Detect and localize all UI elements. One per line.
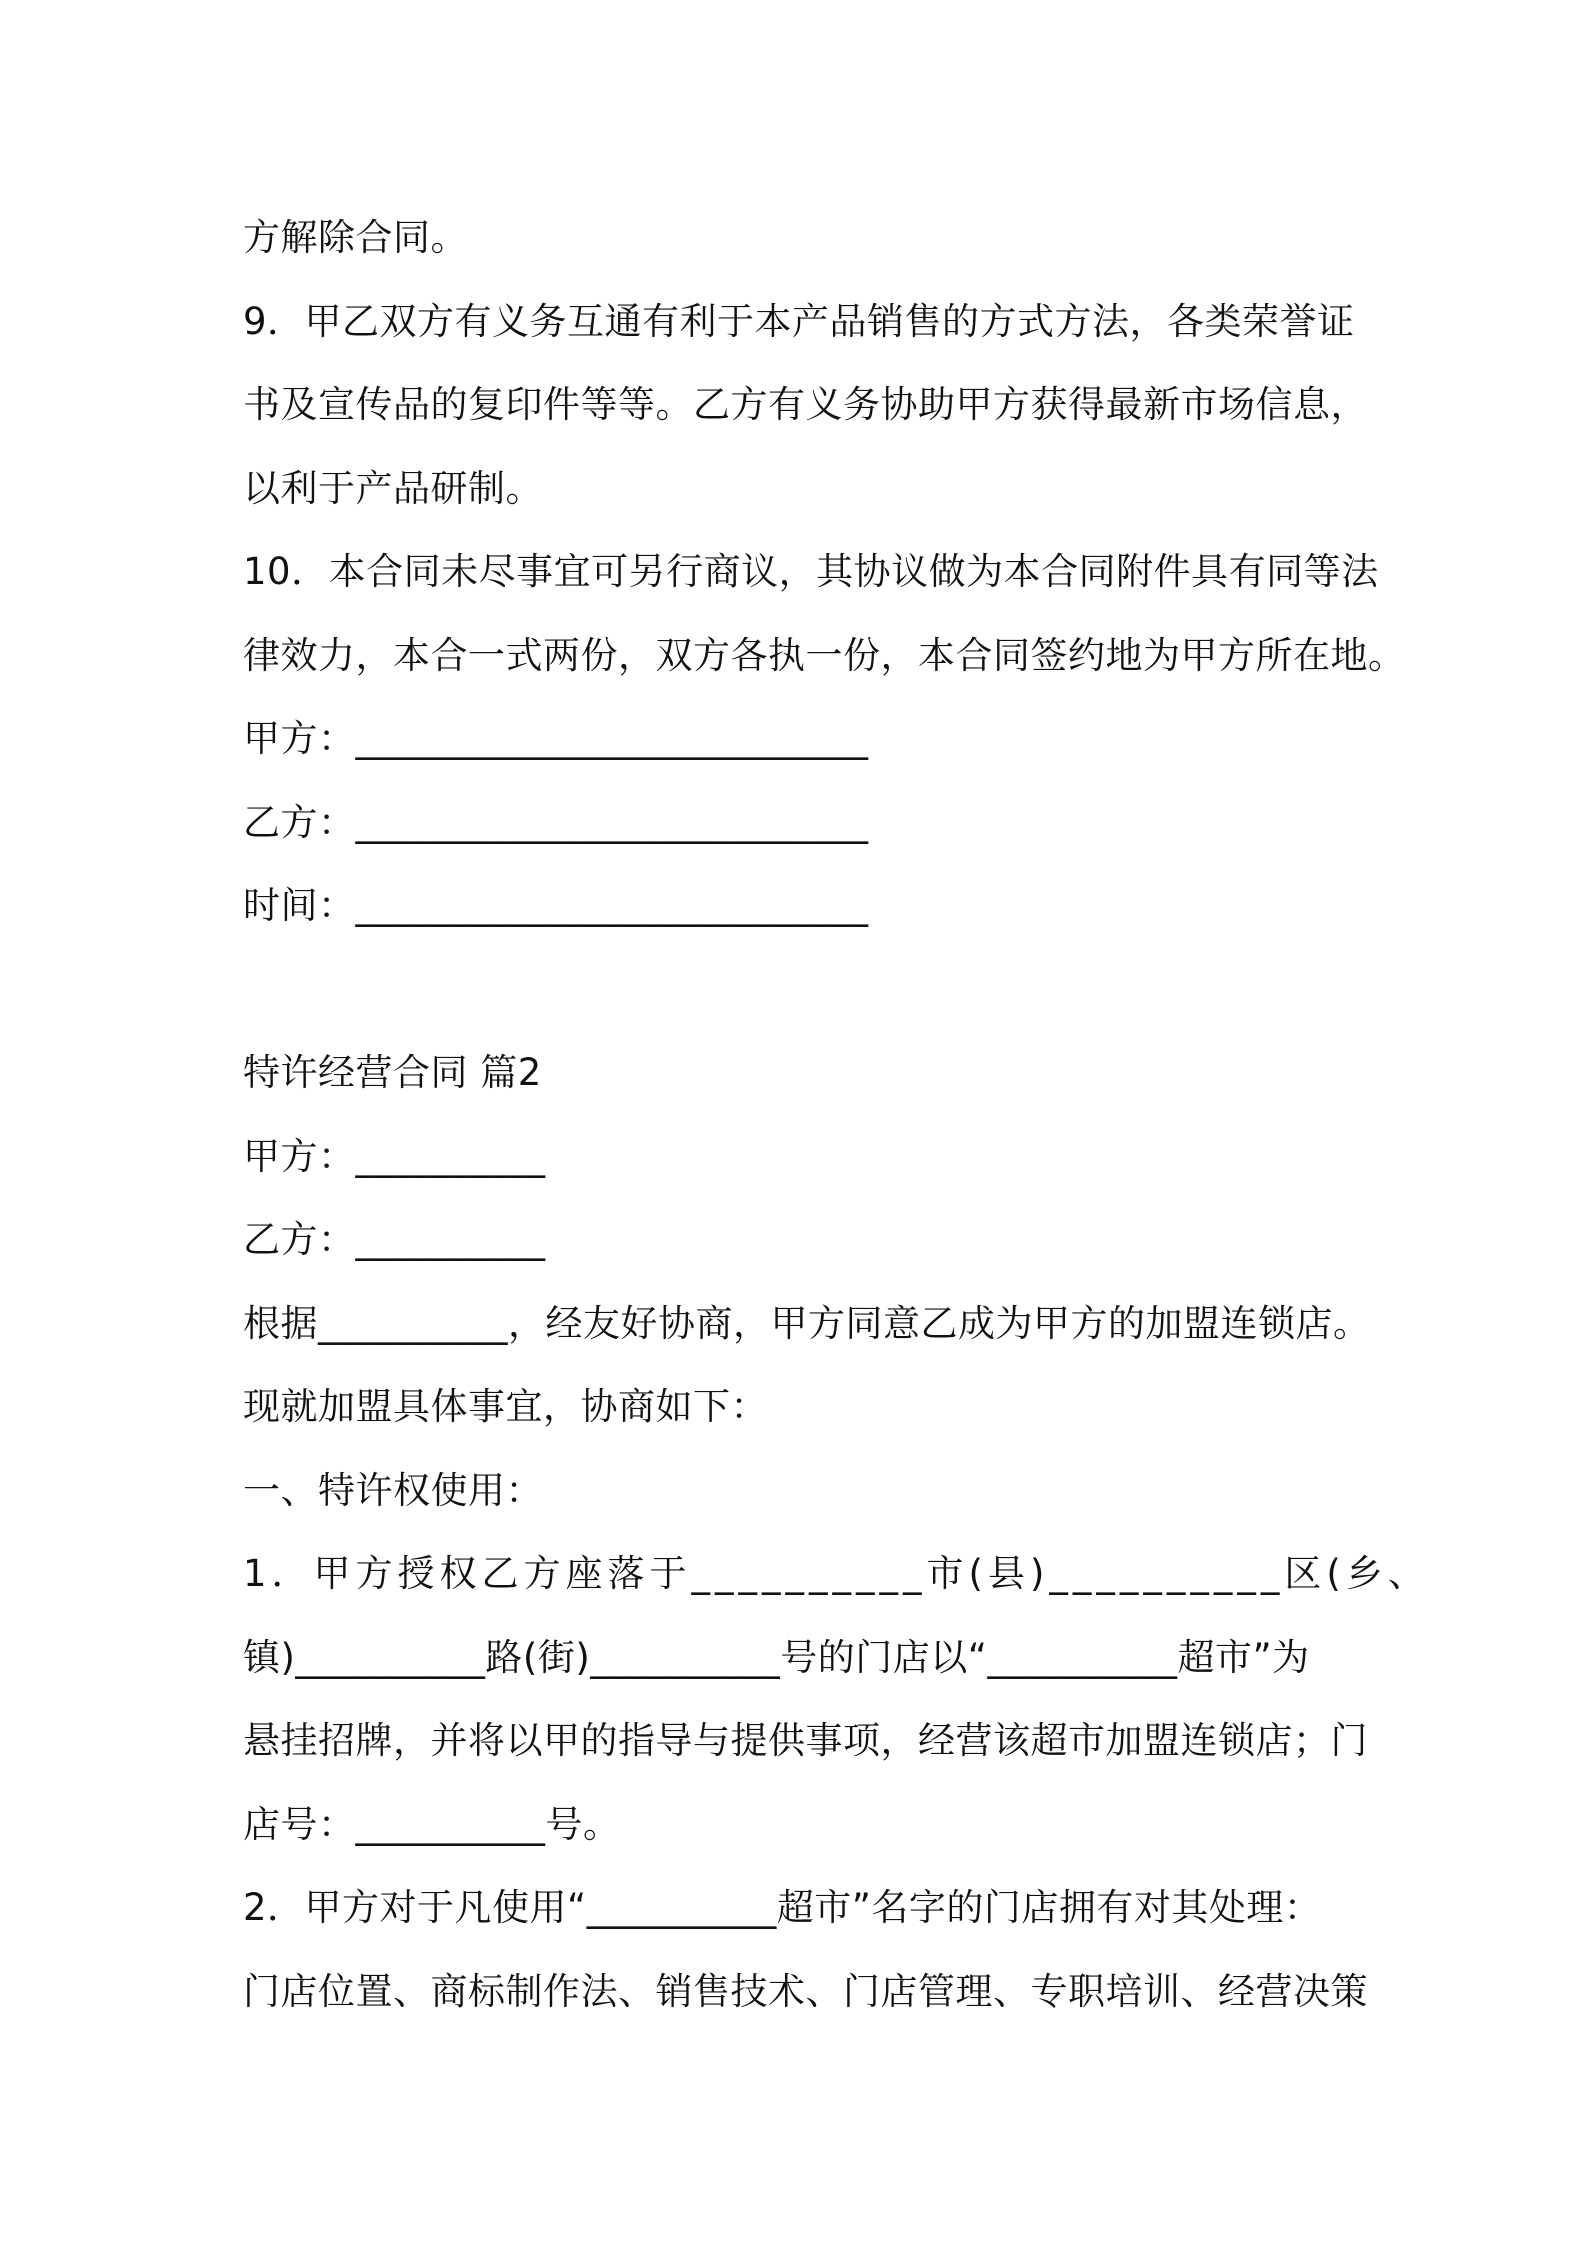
clause-10-line-2: 律效力，本合一式两份，双方各执一份，本合同签约地为甲方所在地。 [243, 633, 1406, 677]
document-page [243, 196, 1430, 2033]
clause-2-line-1: 2．甲方对于凡使用“__________超市”名字的门店拥有对其处理： [243, 1886, 1322, 1929]
party-b-field: 乙方：__________ [243, 1218, 546, 1261]
party-a-signature-line: 甲方：___________________________ [243, 717, 869, 760]
clause-1-line-2: 镇)__________路(街)__________号的门店以“__________超市”为 [243, 1635, 1310, 1679]
clause-9-line-3: 以利于产品研制。 [243, 466, 543, 510]
preamble-line-1: 根据__________，经友好协商，甲方同意乙成为甲方的加盟连锁店。 [243, 1301, 1371, 1345]
section-title: 特许经营合同 篇2 [243, 1051, 542, 1094]
clause-9-line-1: 9．甲乙双方有义务互通有利于本产品销售的方式方法，各类荣誉证 [243, 299, 1355, 343]
section-spacer [243, 948, 1355, 1032]
party-a-field: 甲方：__________ [243, 1134, 546, 1178]
preamble-line-2: 现就加盟具体事宜，协商如下： [243, 1385, 768, 1428]
clause-9-line-2: 书及宣传品的复印件等等。乙方有义务协助甲方获得最新市场信息， [243, 383, 1368, 426]
chapter-heading: 一、特许权使用： [243, 1468, 543, 1512]
clause-2-line-2: 门店位置、商标制作法、销售技术、门店管理、专职培训、经营决策 [243, 1969, 1368, 2013]
paragraph-line: 方解除合同。 [243, 216, 468, 259]
date-signature-line: 时间：___________________________ [243, 884, 869, 927]
clause-10-line-1: 10．本合同未尽事宜可另行商议，其协议做为本合同附件具有同等法 [243, 550, 1379, 593]
clause-1-line-3: 悬挂招牌，并将以甲的指导与提供事项，经营该超市加盟连锁店；门 [243, 1719, 1368, 1762]
clause-1-line-4: 店号：__________号。 [243, 1802, 621, 1846]
party-b-signature-line: 乙方：___________________________ [243, 800, 869, 844]
clause-1-line-1: 1．甲方授权乙方座落于__________市(县)__________区(乡、 [243, 1552, 1430, 1595]
